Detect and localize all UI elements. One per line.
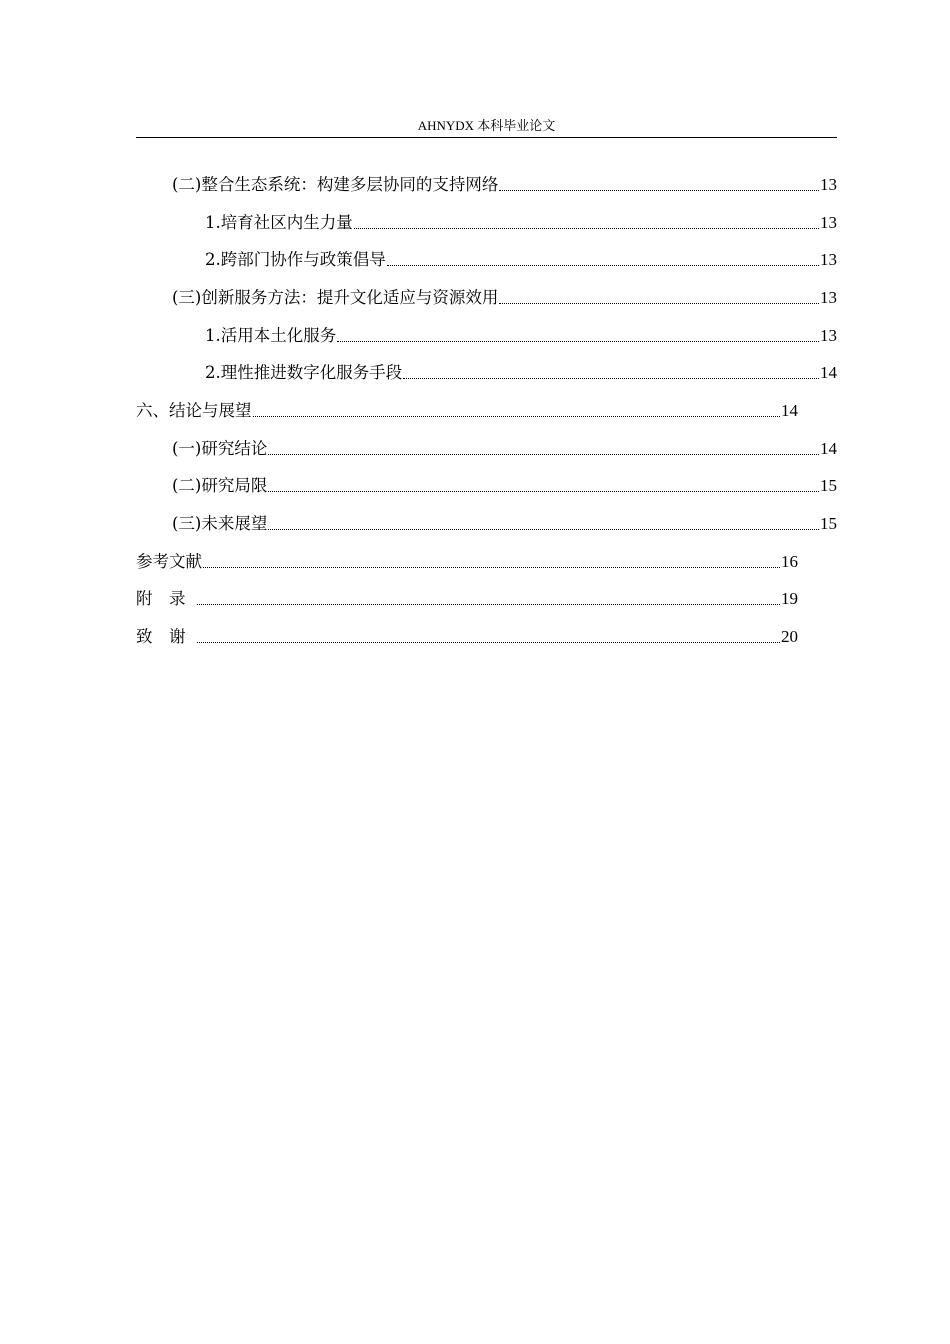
toc-leader-dots [337, 324, 819, 348]
toc-leader-dots [203, 550, 780, 574]
toc-leader-dots [354, 211, 819, 235]
toc-entry[interactable] [205, 248, 837, 272]
toc-leader-dots [268, 512, 819, 536]
toc-entry-label: 1.培育社区内生力量 [205, 213, 353, 232]
toc-entry-label: 参考文献 [136, 552, 202, 571]
toc-entry[interactable] [136, 399, 798, 423]
toc-entry[interactable] [205, 324, 837, 348]
toc-entry-label: (三)创新服务方法：提升文化适应与资源效用 [172, 288, 499, 307]
toc-entry[interactable] [205, 361, 837, 385]
toc-leader-dots [499, 173, 819, 197]
toc-leader-dots [387, 248, 819, 272]
toc-leader-dots [499, 286, 819, 310]
toc-entry-label: 2.理性推进数字化服务手段 [205, 363, 403, 382]
toc-entry-label: (一)研究结论 [172, 439, 268, 458]
toc-entry-page: 14 [820, 363, 837, 382]
toc-leader-dots [403, 361, 819, 385]
toc-entry-page: 13 [820, 213, 837, 232]
toc-entry-label: 六、结论与展望 [136, 401, 252, 420]
toc-entry[interactable] [205, 211, 837, 235]
running-header: AHNYDX 本科毕业论文 [417, 118, 556, 133]
toc-entry-label: 附 录 [136, 589, 191, 608]
toc-entry-page: 15 [820, 514, 837, 533]
toc-entry[interactable] [172, 286, 837, 310]
toc-entry-label: 致 谢 [136, 627, 191, 646]
toc-entry-page: 14 [820, 439, 837, 458]
toc-entry-page: 13 [820, 175, 837, 194]
toc-entry-label: (二)整合生态系统：构建多层协同的支持网络 [172, 175, 499, 194]
toc-entry[interactable] [172, 173, 837, 197]
toc-entry-page: 15 [820, 476, 837, 495]
toc-entry-page: 19 [781, 589, 798, 608]
toc-leader-dots [268, 474, 819, 498]
toc-entry[interactable] [136, 550, 798, 574]
toc-entry-page: 13 [820, 250, 837, 269]
toc-entry-label: 1.活用本土化服务 [205, 326, 337, 345]
toc-entry-page: 13 [820, 288, 837, 307]
toc-entry-page: 16 [781, 552, 798, 571]
toc-entry[interactable] [136, 587, 798, 611]
toc-entry-label: (二)研究局限 [172, 476, 268, 495]
toc-entry-page: 20 [781, 627, 798, 646]
toc-entry-label: 2.跨部门协作与政策倡导 [205, 250, 386, 269]
toc-entry-page: 13 [820, 326, 837, 345]
toc-entry[interactable] [172, 512, 837, 536]
toc-entry[interactable] [136, 625, 798, 649]
toc-leader-dots [197, 625, 780, 649]
toc-entry[interactable] [172, 474, 837, 498]
toc-leader-dots [253, 399, 781, 423]
toc-entry[interactable] [172, 437, 837, 461]
toc-entry-page: 14 [781, 401, 798, 420]
toc-entry-label: (三)未来展望 [172, 514, 268, 533]
toc-leader-dots [268, 437, 819, 461]
toc-leader-dots [197, 587, 780, 611]
